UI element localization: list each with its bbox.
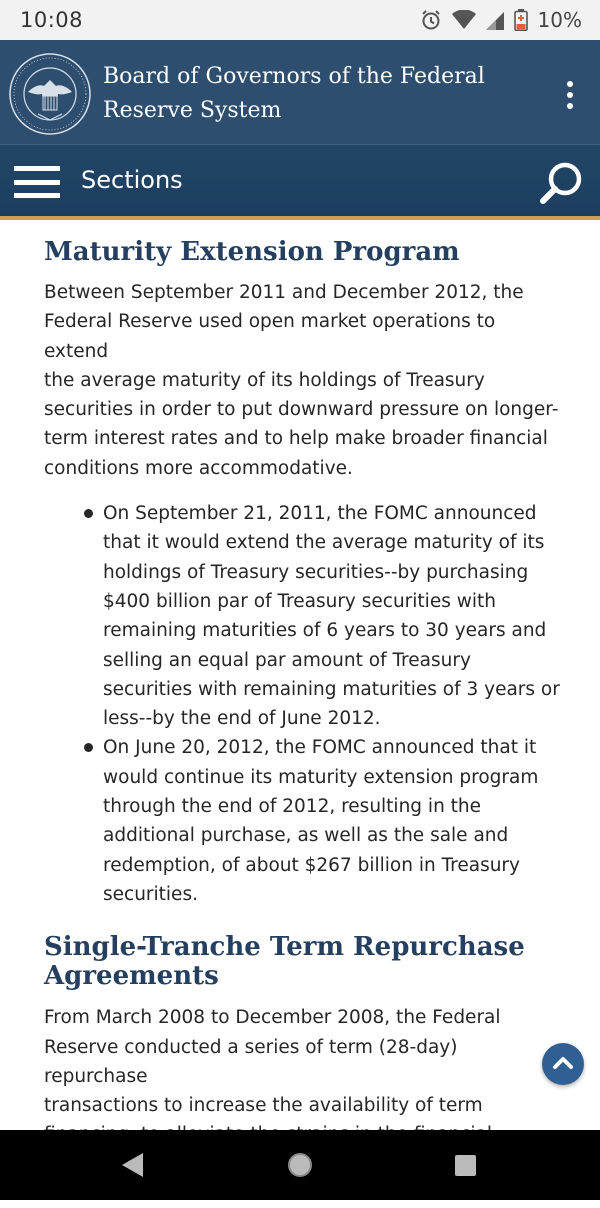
bullet-line: less--by the end of June 2012. <box>103 708 381 730</box>
bullet-line: redemption, of about $267 billion in Treasury <box>103 854 520 876</box>
search-icon[interactable] <box>536 159 586 209</box>
bullet-line: would continue its maturity extension program <box>103 766 539 788</box>
alarm-icon <box>420 9 442 31</box>
status-bar <box>0 0 600 40</box>
sections-button-label[interactable]: Sections <box>81 166 183 194</box>
site-title-line2: Reserve System <box>103 98 282 123</box>
battery-low-icon <box>514 9 528 31</box>
paragraph-line: Reserve conducted a series of term (28-day) repurchase <box>44 1036 458 1087</box>
home-circle-icon[interactable] <box>286 1151 314 1183</box>
bullet-line: On September 21, 2011, the FOMC announced <box>103 503 537 525</box>
bullet-line: On June 20, 2012, the FOMC announced that it <box>103 737 537 759</box>
status-icons <box>420 8 582 32</box>
article-content <box>44 228 564 1208</box>
paragraph-line: transactions to increase the availability of term <box>44 1095 483 1117</box>
section-heading-single-tranche <box>44 933 564 991</box>
heading-line: Agreements <box>44 961 219 992</box>
bullet-line: $400 billion par of Treasury securities with <box>103 590 496 612</box>
bullet-dot <box>84 743 93 752</box>
more-vert-icon[interactable] <box>556 77 584 113</box>
chevron-up-icon <box>542 1043 584 1085</box>
list-item <box>44 733 564 909</box>
recents-square-icon[interactable] <box>455 1155 476 1176</box>
sections-bar <box>0 144 600 220</box>
heading-line: Single-Tranche Term Repurchase <box>44 932 525 963</box>
section-heading-maturity-extension: Maturity Extension Program <box>44 237 460 267</box>
bullet-list <box>44 499 564 909</box>
signal-icon <box>486 10 504 30</box>
paragraph-line: Between September 2011 and December 2012, the <box>44 282 524 303</box>
wifi-icon <box>452 10 476 30</box>
battery-percent: 10% <box>537 8 582 32</box>
section-paragraph-maturity-extension <box>44 278 564 483</box>
bullet-line: holdings of Treasury securities--by purchasing <box>103 561 529 583</box>
bullet-line: that it would extend the average maturity of its <box>103 532 545 554</box>
bullet-line: securities. <box>103 883 198 905</box>
bullet-line: remaining maturities of 6 years to 30 years and <box>103 620 547 642</box>
paragraph-line: From March 2008 to December 2008, the Federal <box>44 1007 501 1029</box>
paragraph-line: term interest rates and to help make broader financial <box>44 428 548 450</box>
paragraph-line: the average maturity of its holdings of Treasury <box>44 369 485 391</box>
status-time: 10:08 <box>20 8 84 32</box>
bullet-line: securities with remaining maturities of 3 years or <box>103 678 560 700</box>
paragraph-line: Federal Reserve used open market operations to extend <box>44 311 496 362</box>
site-title[interactable] <box>103 60 503 128</box>
bullet-dot <box>84 509 93 518</box>
bullet-line: additional purchase, as well as the sale and <box>103 825 509 847</box>
back-to-top-button[interactable] <box>542 1043 584 1085</box>
site-header <box>0 40 600 144</box>
bullet-line: selling an equal par amount of Treasury <box>103 649 471 671</box>
paragraph-line: securities in order to put downward pressure on longer- <box>44 399 559 421</box>
hamburger-icon[interactable] <box>14 166 60 198</box>
bullet-line: through the end of 2012, resulting in the <box>103 796 482 818</box>
list-item <box>44 499 564 733</box>
paragraph-line: conditions more accommodative. <box>44 457 353 479</box>
federal-reserve-seal-icon[interactable] <box>8 52 92 136</box>
back-triangle-icon[interactable] <box>122 1153 144 1181</box>
site-title-line1: Board of Governors of the Federal <box>103 64 485 89</box>
